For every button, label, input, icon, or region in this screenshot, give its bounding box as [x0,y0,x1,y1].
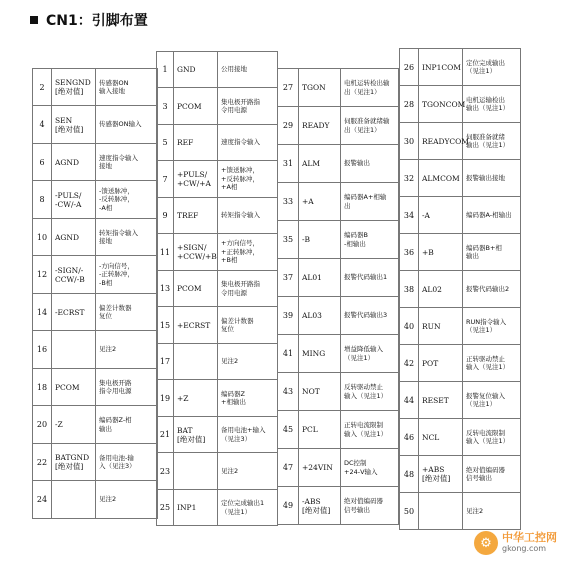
pin-row [156,197,278,234]
pin-row [156,270,278,307]
pin-number: 19 [157,380,174,416]
pin-signal-name: +SIGN/ +CCW/+B [174,234,218,270]
pin-signal-name: POT [419,345,463,381]
pin-number: 1 [157,52,174,87]
pin-number: 48 [400,456,419,492]
pin-signal-name [419,493,463,529]
pin-number: 23 [157,453,174,489]
pin-number: 20 [33,406,52,443]
pin-row [277,372,399,411]
pin-row [156,306,278,344]
pin-number: 15 [157,307,174,343]
pin-signal-name: AL02 [419,271,463,307]
pin-row [32,405,158,444]
pin-description: 编码器Z +相输出 [221,389,246,406]
pin-description: 定位完成输出 （见注1） [466,58,505,75]
pin-number: 8 [33,181,52,218]
pin-signal-name: ALMCOM [419,160,463,196]
pin-signal-name: BATGND [绝对值] [52,444,96,480]
pin-number: 10 [33,219,52,255]
pin-row [399,492,521,530]
pin-row [399,270,521,308]
pin-description: 编码器B -相输出 [344,231,368,248]
pin-signal-name: +A [299,183,341,220]
pin-signal-name: SEN [绝对值] [52,106,96,143]
pin-number: 17 [157,344,174,379]
pin-number: 3 [157,88,174,124]
pin-description: 反转电流限制 输入（见注1） [466,428,510,445]
pin-description: 集电极开路 指令用电源 [99,378,132,395]
pin-number: 30 [400,123,419,159]
pin-signal-name: MING [299,335,341,372]
pin-row [399,159,521,197]
pin-description: 见注2 [99,345,117,354]
page-title [30,10,148,30]
pin-column-4 [399,48,521,530]
pin-signal-name: -SIGN/- CCW/-B [52,256,96,293]
pin-row [32,480,158,519]
pin-signal-name: -ABS [绝对值] [299,487,341,524]
pin-description: 绝对值编码器 信号输出 [344,497,383,514]
pin-number: 21 [157,417,174,452]
pin-row [399,307,521,345]
pin-signal-name: AGND [52,219,96,255]
pin-row [32,68,158,106]
pin-description: 传感器ON 输入接地 [99,78,129,95]
pin-number: 16 [33,331,52,368]
pin-number: 32 [400,160,419,196]
pin-description: 备用电池-输 入（见注3） [99,453,136,470]
pin-row [32,218,158,256]
pin-description: 增益降低输入 （见注1） [344,345,383,362]
pin-row [277,220,399,259]
pin-description: 备用电池+输入 （见注3） [221,426,266,443]
pin-number: 34 [400,197,419,233]
pin-description: 正转驱动禁止 输入（见注1） [466,354,510,371]
pin-number: 11 [157,234,174,270]
watermark [474,531,557,555]
pin-signal-name: -B [299,221,341,258]
pin-description: 定位完成输出1 （见注1） [221,499,265,516]
pin-number: 43 [278,373,299,410]
pin-number: 39 [278,297,299,334]
pin-row [399,85,521,123]
pin-signal-name: -PULS/ -CW/-A [52,181,96,218]
pin-description: +馈送脉冲， +反转脉冲， +A相 [221,166,259,192]
pin-description: 报警复位输入 （见注1） [466,391,505,408]
pin-column-2 [156,51,278,526]
pin-signal-name: PCL [299,411,341,448]
pin-signal-name: -Z [52,406,96,443]
pin-number: 22 [33,444,52,480]
pin-description: 报警代码输出3 [344,311,388,320]
pin-signal-name: -A [419,197,463,233]
pin-row [277,258,399,297]
pin-signal-name: READY [299,107,341,144]
pin-signal-name: TREF [174,198,218,233]
pin-number: 7 [157,161,174,197]
watermark-url: gkong.com [502,544,547,553]
pin-description: DC控制 +24-V输入 [344,459,378,476]
pin-description: 反转驱动禁止 输入（见注1） [344,383,388,400]
pin-row [156,87,278,125]
pin-description: 电机运转检出输 出（见注1） [344,79,390,96]
pin-signal-name: +24VIN [299,449,341,486]
pin-row [399,381,521,419]
pin-number: 13 [157,271,174,306]
pin-number: 50 [400,493,419,529]
pin-row [399,233,521,271]
pin-row [32,330,158,369]
pin-description: -方向信号， -正转脉冲， -B相 [99,261,134,287]
pin-description: 编码器A+相输 出 [344,193,387,210]
pin-row [399,122,521,160]
pin-number: 6 [33,144,52,180]
pin-number: 24 [33,481,52,518]
pin-row [399,196,521,234]
pin-description: 集电极开路指 令用电源 [221,97,260,114]
pin-number: 46 [400,419,419,455]
pin-number: 2 [33,69,52,105]
gear-logo-icon: ⚙ [474,531,498,555]
pin-number: 28 [400,86,419,122]
pin-number: 9 [157,198,174,233]
pin-signal-name: INP1 [174,490,218,525]
pin-description: 绝对值编码器 信号输出 [466,465,505,482]
pin-number: 44 [400,382,419,418]
pin-description: 编码器A-相输出 [466,210,512,219]
pin-signal-name: +B [419,234,463,270]
pin-signal-name [174,344,218,379]
pin-row [156,160,278,198]
pin-number: 29 [278,107,299,144]
pin-row [277,68,399,107]
pin-row [156,51,278,88]
pin-column-1 [32,68,158,519]
pin-number: 27 [278,69,299,106]
pin-row [277,486,399,525]
pin-number: 42 [400,345,419,381]
pin-row [32,180,158,219]
pin-signal-name: PCOM [174,88,218,124]
pin-signal-name: NCL [419,419,463,455]
watermark-name: 中华工控网 [502,531,557,544]
pin-row [32,443,158,481]
pin-description: 传感器ON输入 [99,120,142,129]
pin-row [399,344,521,382]
pin-description: 速度指令输入 [221,138,260,147]
pin-signal-name: RUN [419,308,463,344]
pin-row [32,143,158,181]
pin-signal-name [52,331,96,368]
pin-description: 转矩指令输入 [221,211,260,220]
pin-number: 33 [278,183,299,220]
pin-number: 37 [278,259,299,296]
pin-number: 14 [33,294,52,330]
pin-number: 18 [33,369,52,405]
pin-column-3 [277,68,399,525]
pin-number: 36 [400,234,419,270]
pin-signal-name: AL01 [299,259,341,296]
pin-description: 报警代码输出2 [466,284,510,293]
pin-row [277,296,399,335]
pin-row [277,144,399,183]
pin-description: 公用接地 [221,65,247,74]
pin-row [277,182,399,221]
pin-signal-name: GND [174,52,218,87]
pin-row [399,418,521,456]
pin-row [32,255,158,294]
pin-row [156,124,278,161]
pin-description: 速度指令输入 接地 [99,153,138,170]
pin-row [32,105,158,144]
pin-signal-name: TGONCOM [419,86,463,122]
pin-signal-name: REF [174,125,218,160]
pin-signal-name: PCOM [174,271,218,306]
pin-number: 4 [33,106,52,143]
pin-description: 偏差计数器 复位 [221,316,254,333]
title-text: CN1：引脚布置 [46,13,148,29]
pin-signal-name: PCOM [52,369,96,405]
pin-description: +方向信号， +正转脉冲， +B相 [221,239,259,265]
pin-number: 45 [278,411,299,448]
pin-signal-name: AL03 [299,297,341,334]
pin-signal-name [174,453,218,489]
pin-row [277,448,399,487]
pin-signal-name: ALM [299,145,341,182]
pin-signal-name: +ABS [绝对值] [419,456,463,492]
pin-signal-name: AGND [52,144,96,180]
pin-description: 集电极开路指 令用电源 [221,280,260,297]
pin-signal-name: READYCOM [419,123,463,159]
pin-signal-name: TGON [299,69,341,106]
pin-signal-name: SENGND [绝对值] [52,69,96,105]
pin-row [277,334,399,373]
pin-number: 40 [400,308,419,344]
pin-signal-name: INP1COM [419,49,463,85]
pin-row [156,343,278,380]
pin-description: 转矩指令输入 接地 [99,228,138,245]
pin-row [277,106,399,145]
pin-row [156,416,278,453]
pin-row [277,410,399,449]
pin-description: 正转电流限制 输入（见注1） [344,421,388,438]
pin-number: 5 [157,125,174,160]
pin-description: 见注2 [221,466,239,475]
pin-description: -馈送脉冲， -反转脉冲， -A相 [99,186,134,212]
pin-description: 见注2 [99,495,117,504]
pin-signal-name: +ECRST [174,307,218,343]
pin-signal-name: +Z [174,380,218,416]
pin-description: 伺服准备就绪 输出（见注1） [466,132,510,149]
pin-number: 41 [278,335,299,372]
pin-row [32,293,158,331]
pin-row [156,233,278,271]
pin-description: 报警代码输出1 [344,273,388,282]
pin-number: 26 [400,49,419,85]
pin-description: 见注2 [221,357,239,366]
pin-description: 报警输出接地 [466,173,505,182]
pin-number: 25 [157,490,174,525]
pin-row [156,489,278,526]
pin-row [156,379,278,417]
pin-description: 报警输出 [344,159,370,168]
pin-description: RUN指令输入 （见注1） [466,317,507,334]
pin-signal-name: +PULS/ +CW/+A [174,161,218,197]
pin-row [32,368,158,406]
pin-row [399,48,521,86]
pin-row [156,452,278,490]
pin-description: 编码器Z-相 输出 [99,416,132,433]
pin-signal-name [52,481,96,518]
pin-signal-name: RESET [419,382,463,418]
pin-description: 编码器B+相 输出 [466,243,502,260]
pin-number: 47 [278,449,299,486]
square-bullet-icon [30,16,38,24]
pin-signal-name: NOT [299,373,341,410]
pin-number: 49 [278,487,299,524]
pin-signal-name: BAT [绝对值] [174,417,218,452]
pin-number: 12 [33,256,52,293]
pin-row [399,455,521,493]
pin-signal-name: -ECRST [52,294,96,330]
pin-number: 38 [400,271,419,307]
pin-description: 伺服准备就绪输 出（见注1） [344,117,390,134]
pin-number: 35 [278,221,299,258]
pin-description: 偏差计数器 复位 [99,303,132,320]
pin-number: 31 [278,145,299,182]
pin-description: 电机运输检出 输出（见注1） [466,95,510,112]
pin-description: 见注2 [466,506,484,515]
